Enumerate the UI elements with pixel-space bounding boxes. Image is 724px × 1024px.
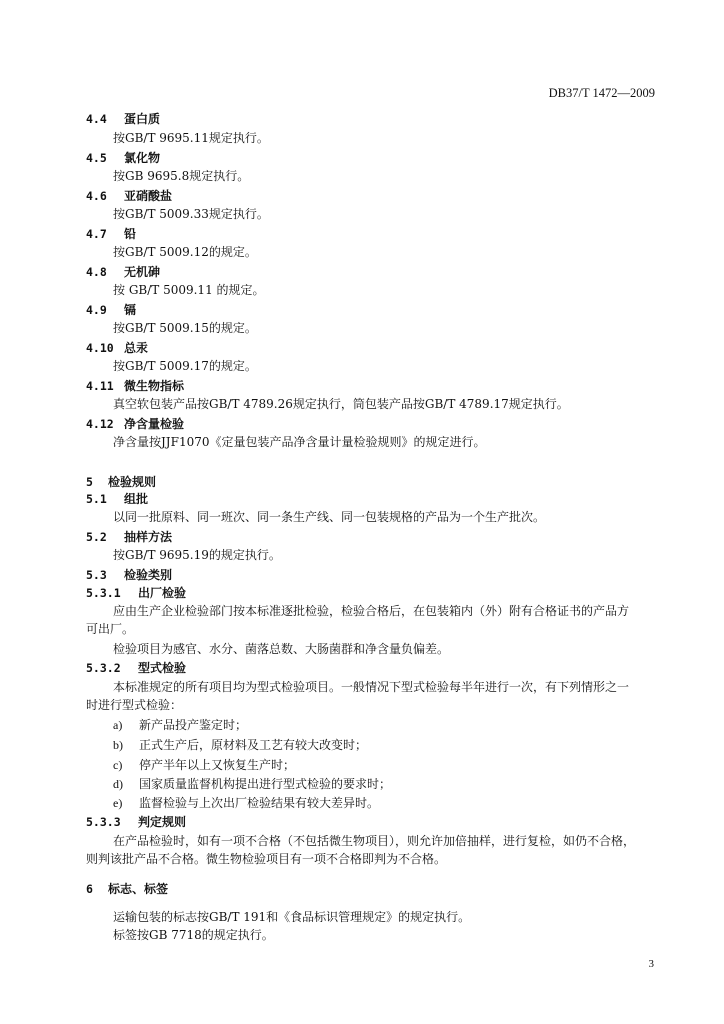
section-heading: [86, 378, 184, 394]
section-heading: [86, 529, 172, 545]
paragraph-line: 标签按GB 7718的规定执行。: [113, 928, 274, 942]
section-number: 5.3: [86, 568, 107, 582]
list-item: [113, 795, 379, 811]
section-number: 5.3.1: [86, 586, 121, 600]
paragraph-line: 按GB/T 9695.11规定执行。: [113, 131, 269, 145]
section-heading: [86, 585, 186, 601]
list-item-label: d): [113, 777, 123, 791]
section-heading: [86, 226, 136, 242]
paragraph-line: 则判该批产品不合格。微生物检验项目有一项不合格即判为不合格。: [86, 852, 447, 866]
paragraph-line: 按GB 9695.8规定执行。: [113, 169, 250, 183]
section-title: 标志、标签: [108, 882, 169, 896]
section-title: 蛋白质: [124, 112, 161, 126]
section-title: 检验类别: [124, 568, 173, 582]
section-heading: [86, 340, 148, 356]
section-number: 4.8: [86, 265, 107, 279]
list-item-label: a): [113, 718, 123, 732]
list-item-label: c): [113, 758, 123, 772]
paragraph-line: 真空软包装产品按GB/T 4789.26规定执行，筒包装产品按GB/T 4789.17规定执行。: [113, 397, 569, 411]
list-item-text: 监督检验与上次出厂检验结果有较大差异时。: [139, 796, 380, 810]
section-heading: [86, 881, 168, 897]
list-item-text: 停产半年以上又恢复生产时；: [139, 758, 296, 772]
section-heading: [86, 188, 172, 204]
list-item-text: 国家质量监督机构提出进行型式检验的要求时；: [139, 777, 392, 791]
section-number: 4.5: [86, 151, 107, 165]
section-title: 亚硝酸盐: [124, 189, 173, 203]
section-title: 净含量检验: [124, 417, 185, 431]
section-heading: [86, 264, 160, 280]
section-number: 4.7: [86, 227, 107, 241]
paragraph-line: 时进行型式检验：: [86, 698, 183, 712]
list-item: [113, 757, 295, 773]
paragraph-line: 以同一批原料、同一班次、同一条生产线、同一包装规格的产品为一个生产批次。: [113, 510, 546, 524]
section-number: 5.3.2: [86, 661, 121, 675]
section-number: 5.2: [86, 530, 107, 544]
page-number: 3: [648, 958, 654, 970]
paragraph-line: 在产品检验时，如有一项不合格（不包括微生物项目），则允许加倍抽样，进行复检，如仍不合格，: [113, 834, 636, 848]
section-heading: [86, 111, 160, 127]
list-item-label: b): [113, 738, 123, 752]
paragraph-line: 运输包装的标志按GB/T 191和《食品标识管理规定》的规定执行。: [113, 910, 471, 924]
section-title: 组批: [124, 492, 149, 506]
paragraph-line: 按GB/T 5009.33规定执行。: [113, 207, 269, 221]
paragraph-line: 按GB/T 9695.19的规定执行。: [113, 548, 281, 562]
section-number: 4.6: [86, 189, 107, 203]
section-title: 判定规则: [138, 815, 187, 829]
list-item: [113, 717, 247, 733]
list-item-label: e): [113, 796, 123, 810]
section-heading: [86, 491, 148, 507]
section-number: 4.12: [86, 417, 114, 431]
list-item: [113, 737, 367, 753]
section-number: 6: [86, 882, 93, 896]
section-number: 4.11: [86, 379, 114, 393]
section-number: 4.4: [86, 112, 107, 126]
paragraph-line: 按GB/T 5009.12的规定。: [113, 245, 257, 259]
paragraph-line: 可出厂。: [86, 622, 135, 636]
section-title: 检验规则: [108, 475, 157, 489]
paragraph-line: 按GB/T 5009.17的规定。: [113, 359, 257, 373]
section-heading: [86, 302, 136, 318]
list-item-text: 新产品投产鉴定时；: [139, 718, 248, 732]
section-number: 4.9: [86, 303, 107, 317]
paragraph-line: 本标准规定的所有项目均为型式检验项目。一般情况下型式检验每半年进行一次，有下列情形之一: [113, 680, 630, 694]
document-code-header: DB37/T 1472—2009: [548, 86, 655, 100]
section-title: 抽样方法: [124, 530, 173, 544]
section-heading: [86, 567, 172, 583]
section-heading: [86, 660, 186, 676]
section-heading: [86, 474, 156, 490]
paragraph-line: 应由生产企业检验部门按本标准逐批检验，检验合格后，在包装箱内（外）附有合格证书的产品方: [113, 604, 630, 618]
section-heading: [86, 814, 186, 830]
section-number: 5.1: [86, 492, 107, 506]
paragraph-line: 净含量按JJF1070《定量包装产品净含量计量检验规则》的规定进行。: [113, 435, 486, 449]
section-heading: [86, 150, 160, 166]
section-number: 5.3.3: [86, 815, 121, 829]
section-title: 微生物指标: [124, 379, 185, 393]
paragraph-line: 检验项目为感官、水分、菌落总数、大肠菌群和净含量负偏差。: [113, 642, 450, 656]
section-number: 5: [86, 475, 93, 489]
paragraph-line: 按GB/T 5009.15的规定。: [113, 321, 257, 335]
section-title: 镉: [124, 303, 137, 317]
section-title: 总汞: [124, 341, 149, 355]
section-heading: [86, 416, 184, 432]
list-item-text: 正式生产后，原材料及工艺有较大改变时；: [139, 738, 368, 752]
section-title: 出厂检验: [138, 586, 187, 600]
paragraph-line: 按 GB/T 5009.11 的规定。: [113, 283, 265, 297]
section-title: 铅: [124, 227, 137, 241]
section-title: 型式检验: [138, 661, 187, 675]
section-title: 无机砷: [124, 265, 161, 279]
list-item: [113, 776, 391, 792]
section-title: 氯化物: [124, 151, 161, 165]
section-number: 4.10: [86, 341, 114, 355]
